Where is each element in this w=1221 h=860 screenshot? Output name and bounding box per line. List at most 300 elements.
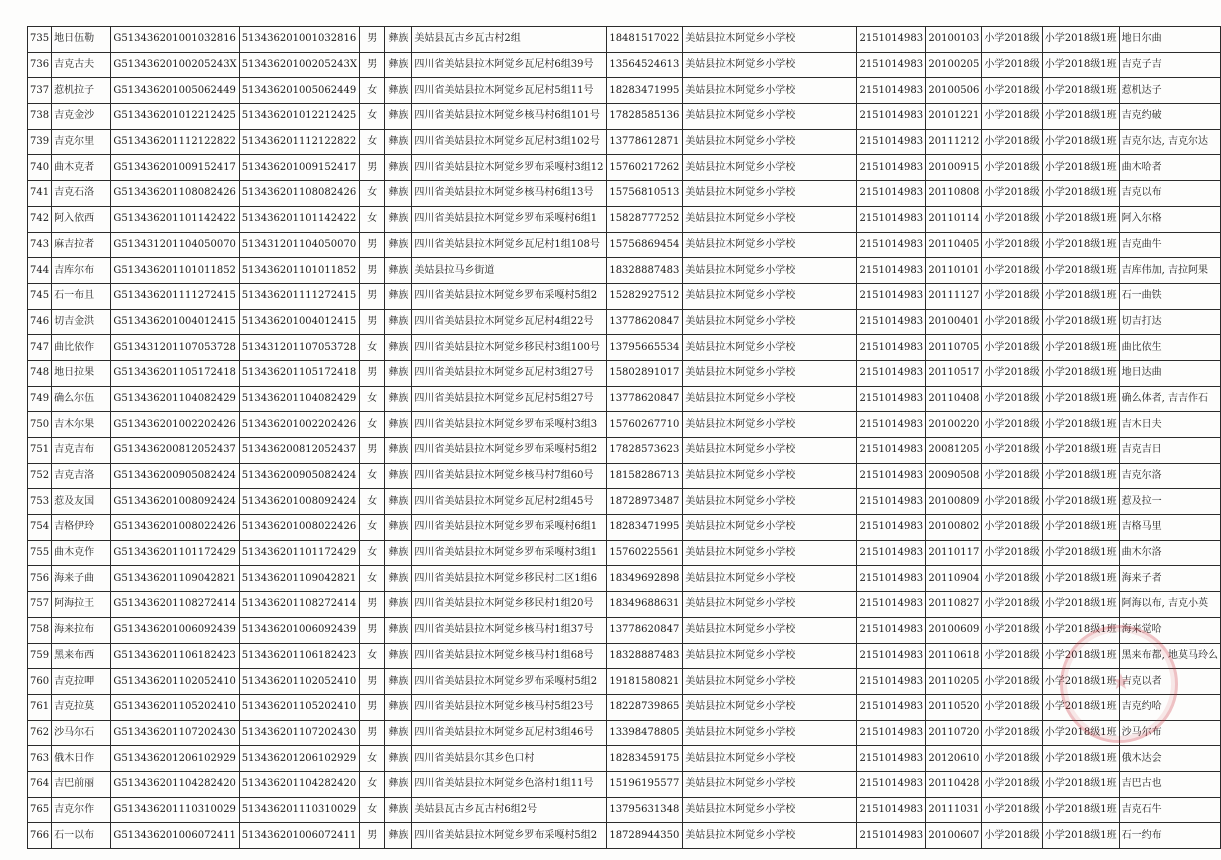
class-cell: 小学2018级1班	[1042, 643, 1119, 669]
student-number-cell: G513431201107053728	[111, 335, 239, 361]
class-cell: 小学2018级1班	[1042, 258, 1119, 284]
id-number-cell: 513436201109042821	[239, 566, 359, 592]
sex-cell: 女	[359, 129, 385, 155]
address-cell: 美姑县拉马乡街道	[412, 258, 607, 284]
birth-date-cell: 20100401	[926, 309, 982, 335]
school-cell: 美姑县拉木阿觉乡小学校	[683, 566, 857, 592]
grade-cell: 小学2018级	[982, 746, 1042, 772]
sex-cell: 男	[359, 694, 385, 720]
school-cell: 美姑县拉木阿觉乡小学校	[683, 155, 857, 181]
table-row	[28, 335, 1221, 361]
birth-date-cell: 20100103	[926, 27, 982, 53]
school-code-cell: 2151014983	[857, 129, 926, 155]
address-cell: 美姑县瓦古乡瓦古村2组	[412, 27, 607, 53]
sex-cell: 女	[359, 489, 385, 515]
birth-date-cell: 20081205	[926, 438, 982, 464]
table-row	[28, 104, 1221, 130]
school-cell: 美姑县拉木阿觉乡小学校	[683, 463, 857, 489]
table-row	[28, 771, 1221, 797]
id-number-cell: 513431201107053728	[239, 335, 359, 361]
guardian-cell: 吉巴古也	[1119, 771, 1220, 797]
guardian-cell: 黑来布都, 地莫马玲么	[1119, 643, 1220, 669]
school-code-cell: 2151014983	[857, 360, 926, 386]
student-number-cell: G513436201108272414	[111, 592, 239, 618]
school-cell: 美姑县拉木阿觉乡小学校	[683, 309, 857, 335]
ethnicity-cell: 彝族	[385, 129, 412, 155]
school-code-cell: 2151014983	[857, 104, 926, 130]
table-row	[28, 309, 1221, 335]
grade-cell: 小学2018级	[982, 438, 1042, 464]
school-cell: 美姑县拉木阿觉乡小学校	[683, 360, 857, 386]
row-number-cell: 756	[28, 566, 52, 592]
phone-cell: 15760217262	[607, 155, 683, 181]
birth-date-cell: 20100809	[926, 489, 982, 515]
class-cell: 小学2018级1班	[1042, 720, 1119, 746]
table-row	[28, 360, 1221, 386]
school-code-cell: 2151014983	[857, 823, 926, 849]
school-code-cell: 2151014983	[857, 540, 926, 566]
guardian-cell: 石一曲铁	[1119, 283, 1220, 309]
sex-cell: 男	[359, 360, 385, 386]
school-code-cell: 2151014983	[857, 771, 926, 797]
ethnicity-cell: 彝族	[385, 694, 412, 720]
class-cell: 小学2018级1班	[1042, 438, 1119, 464]
birth-date-cell: 20100220	[926, 412, 982, 438]
school-cell: 美姑县拉木阿觉乡小学校	[683, 643, 857, 669]
class-cell: 小学2018级1班	[1042, 78, 1119, 104]
address-cell: 四川省美姑县拉木阿觉乡核马村5组23号	[412, 694, 607, 720]
school-code-cell: 2151014983	[857, 27, 926, 53]
student-number-cell: G513436201112122822	[111, 129, 239, 155]
address-cell: 四川省美姑县拉木阿觉乡瓦尼村3组102号	[412, 129, 607, 155]
class-cell: 小学2018级1班	[1042, 232, 1119, 258]
phone-cell: 18481517022	[607, 27, 683, 53]
id-number-cell: 513436201008092424	[239, 489, 359, 515]
ethnicity-cell: 彝族	[385, 232, 412, 258]
phone-cell: 18283459175	[607, 746, 683, 772]
class-cell: 小学2018级1班	[1042, 129, 1119, 155]
class-cell: 小学2018级1班	[1042, 309, 1119, 335]
class-cell: 小学2018级1班	[1042, 335, 1119, 361]
student-name-cell: 惹及友国	[52, 489, 111, 515]
address-cell: 四川省美姑县拉木阿觉乡瓦尼村5组11号	[412, 78, 607, 104]
student-number-cell: G513436201004012415	[111, 309, 239, 335]
grade-cell: 小学2018级	[982, 515, 1042, 541]
id-number-cell: 513436201002202426	[239, 412, 359, 438]
birth-date-cell: 20110705	[926, 335, 982, 361]
row-number-cell: 755	[28, 540, 52, 566]
id-number-cell: 513431201104050070	[239, 232, 359, 258]
class-cell: 小学2018级1班	[1042, 155, 1119, 181]
ethnicity-cell: 彝族	[385, 720, 412, 746]
school-cell: 美姑县拉木阿觉乡小学校	[683, 746, 857, 772]
row-number-cell: 744	[28, 258, 52, 284]
address-cell: 四川省美姑县拉木阿觉乡罗布采嘎村5组2	[412, 669, 607, 695]
class-cell: 小学2018级1班	[1042, 52, 1119, 78]
roster-body	[28, 27, 1221, 849]
sex-cell: 男	[359, 258, 385, 284]
grade-cell: 小学2018级	[982, 540, 1042, 566]
row-number-cell: 751	[28, 438, 52, 464]
row-number-cell: 758	[28, 617, 52, 643]
sex-cell: 女	[359, 386, 385, 412]
guardian-cell: 吉克石牛	[1119, 797, 1220, 823]
birth-date-cell: 20110520	[926, 694, 982, 720]
school-code-cell: 2151014983	[857, 566, 926, 592]
student-number-cell: G513436201105172418	[111, 360, 239, 386]
row-number-cell: 748	[28, 360, 52, 386]
school-cell: 美姑县拉木阿觉乡小学校	[683, 771, 857, 797]
school-cell: 美姑县拉木阿觉乡小学校	[683, 386, 857, 412]
address-cell: 四川省美姑县拉木阿觉乡罗布采嘎村3组1	[412, 540, 607, 566]
student-name-cell: 俄木日作	[52, 746, 111, 772]
ethnicity-cell: 彝族	[385, 771, 412, 797]
address-cell: 四川省美姑县拉木阿觉乡罗布采嘎村3组3	[412, 412, 607, 438]
school-code-cell: 2151014983	[857, 694, 926, 720]
guardian-cell: 吉克子吉	[1119, 52, 1220, 78]
student-name-cell: 阿入依西	[52, 206, 111, 232]
address-cell: 四川省美姑县拉木阿觉乡核马村1组68号	[412, 643, 607, 669]
phone-cell: 18349692898	[607, 566, 683, 592]
birth-date-cell: 20090508	[926, 463, 982, 489]
phone-cell: 15756869454	[607, 232, 683, 258]
school-cell: 美姑县拉木阿觉乡小学校	[683, 797, 857, 823]
school-code-cell: 2151014983	[857, 489, 926, 515]
id-number-cell: 513436201104282420	[239, 771, 359, 797]
sex-cell: 女	[359, 206, 385, 232]
table-row	[28, 515, 1221, 541]
address-cell: 四川省美姑县拉木阿觉乡瓦尼村1组108号	[412, 232, 607, 258]
row-number-cell: 759	[28, 643, 52, 669]
address-cell: 四川省美姑县拉木阿觉乡罗布采嘎村5组2	[412, 283, 607, 309]
class-cell: 小学2018级1班	[1042, 566, 1119, 592]
school-cell: 美姑县拉木阿觉乡小学校	[683, 412, 857, 438]
birth-date-cell: 20120610	[926, 746, 982, 772]
phone-cell: 17828585136	[607, 104, 683, 130]
school-code-cell: 2151014983	[857, 309, 926, 335]
guardian-cell: 海来子者	[1119, 566, 1220, 592]
school-cell: 美姑县拉木阿觉乡小学校	[683, 515, 857, 541]
birth-date-cell: 20100802	[926, 515, 982, 541]
table-row	[28, 669, 1221, 695]
phone-cell: 15282927512	[607, 283, 683, 309]
student-number-cell: G513436201012212425	[111, 104, 239, 130]
student-name-cell: 吉格伊玲	[52, 515, 111, 541]
guardian-cell: 吉格马里	[1119, 515, 1220, 541]
row-number-cell: 736	[28, 52, 52, 78]
address-cell: 美姑县瓦古乡瓦古村6组2号	[412, 797, 607, 823]
student-number-cell: G513436201006092439	[111, 617, 239, 643]
table-row	[28, 232, 1221, 258]
class-cell: 小学2018级1班	[1042, 386, 1119, 412]
address-cell: 四川省美姑县拉木阿觉乡罗布采嘎村5组2	[412, 823, 607, 849]
class-cell: 小学2018级1班	[1042, 823, 1119, 849]
school-cell: 美姑县拉木阿觉乡小学校	[683, 27, 857, 53]
guardian-cell: 石一约布	[1119, 823, 1220, 849]
id-number-cell: 513436201111272415	[239, 283, 359, 309]
grade-cell: 小学2018级	[982, 155, 1042, 181]
birth-date-cell: 20100607	[926, 823, 982, 849]
ethnicity-cell: 彝族	[385, 78, 412, 104]
student-name-cell: 吉库尔布	[52, 258, 111, 284]
student-number-cell: G513436201206102929	[111, 746, 239, 772]
birth-date-cell: 20100205	[926, 52, 982, 78]
student-name-cell: 切吉金洪	[52, 309, 111, 335]
guardian-cell: 吉克以者	[1119, 669, 1220, 695]
ethnicity-cell: 彝族	[385, 617, 412, 643]
ethnicity-cell: 彝族	[385, 52, 412, 78]
address-cell: 四川省美姑县拉木阿觉乡核马村1组37号	[412, 617, 607, 643]
address-cell: 四川省美姑县拉木阿觉乡核马村7组60号	[412, 463, 607, 489]
school-cell: 美姑县拉木阿觉乡小学校	[683, 720, 857, 746]
student-name-cell: 吉克尔里	[52, 129, 111, 155]
birth-date-cell: 20110405	[926, 232, 982, 258]
row-number-cell: 738	[28, 104, 52, 130]
birth-date-cell: 20110117	[926, 540, 982, 566]
guardian-cell: 吉克曲牛	[1119, 232, 1220, 258]
id-number-cell: 513436201004012415	[239, 309, 359, 335]
birth-date-cell: 20110618	[926, 643, 982, 669]
phone-cell: 18349688631	[607, 592, 683, 618]
guardian-cell: 阿海以布, 吉克小英	[1119, 592, 1220, 618]
school-cell: 美姑县拉木阿觉乡小学校	[683, 823, 857, 849]
guardian-cell: 曲木尔洛	[1119, 540, 1220, 566]
guardian-cell: 俄木达会	[1119, 746, 1220, 772]
school-code-cell: 2151014983	[857, 592, 926, 618]
row-number-cell: 760	[28, 669, 52, 695]
sex-cell: 女	[359, 566, 385, 592]
table-row	[28, 181, 1221, 207]
student-number-cell: G513436201006072411	[111, 823, 239, 849]
sex-cell: 男	[359, 617, 385, 643]
student-number-cell: G513436201005062449	[111, 78, 239, 104]
birth-date-cell: 20110205	[926, 669, 982, 695]
class-cell: 小学2018级1班	[1042, 27, 1119, 53]
student-number-cell: G513436201111272415	[111, 283, 239, 309]
grade-cell: 小学2018级	[982, 592, 1042, 618]
student-name-cell: 吉克吉洛	[52, 463, 111, 489]
grade-cell: 小学2018级	[982, 771, 1042, 797]
sex-cell: 女	[359, 463, 385, 489]
id-number-cell: 51343620100205243X	[239, 52, 359, 78]
guardian-cell: 阿入尔格	[1119, 206, 1220, 232]
class-cell: 小学2018级1班	[1042, 694, 1119, 720]
table-row	[28, 540, 1221, 566]
table-row	[28, 489, 1221, 515]
sex-cell: 女	[359, 797, 385, 823]
student-name-cell: 黑来布西	[52, 643, 111, 669]
student-number-cell: G513436201110310029	[111, 797, 239, 823]
sex-cell: 男	[359, 52, 385, 78]
row-number-cell: 737	[28, 78, 52, 104]
school-cell: 美姑县拉木阿觉乡小学校	[683, 52, 857, 78]
birth-date-cell: 20100609	[926, 617, 982, 643]
school-cell: 美姑县拉木阿觉乡小学校	[683, 540, 857, 566]
grade-cell: 小学2018级	[982, 78, 1042, 104]
guardian-cell: 吉克约哈	[1119, 694, 1220, 720]
student-name-cell: 确么尔伍	[52, 386, 111, 412]
school-cell: 美姑县拉木阿觉乡小学校	[683, 232, 857, 258]
class-cell: 小学2018级1班	[1042, 592, 1119, 618]
grade-cell: 小学2018级	[982, 694, 1042, 720]
class-cell: 小学2018级1班	[1042, 669, 1119, 695]
school-cell: 美姑县拉木阿觉乡小学校	[683, 181, 857, 207]
school-code-cell: 2151014983	[857, 797, 926, 823]
ethnicity-cell: 彝族	[385, 206, 412, 232]
sex-cell: 女	[359, 746, 385, 772]
student-number-cell: G513436201101142422	[111, 206, 239, 232]
student-number-cell: G513436201108082426	[111, 181, 239, 207]
school-code-cell: 2151014983	[857, 258, 926, 284]
school-cell: 美姑县拉木阿觉乡小学校	[683, 78, 857, 104]
grade-cell: 小学2018级	[982, 797, 1042, 823]
phone-cell: 13778620847	[607, 386, 683, 412]
sex-cell: 女	[359, 104, 385, 130]
class-cell: 小学2018级1班	[1042, 104, 1119, 130]
student-number-cell: G513436201008092424	[111, 489, 239, 515]
sex-cell: 女	[359, 412, 385, 438]
sex-cell: 男	[359, 592, 385, 618]
student-name-cell: 惹机拉子	[52, 78, 111, 104]
school-cell: 美姑县拉木阿觉乡小学校	[683, 592, 857, 618]
row-number-cell: 741	[28, 181, 52, 207]
grade-cell: 小学2018级	[982, 309, 1042, 335]
table-row	[28, 797, 1221, 823]
address-cell: 四川省美姑县拉木阿觉乡瓦尼村2组45号	[412, 489, 607, 515]
id-number-cell: 513436201108082426	[239, 181, 359, 207]
ethnicity-cell: 彝族	[385, 258, 412, 284]
row-number-cell: 765	[28, 797, 52, 823]
birth-date-cell: 20100915	[926, 155, 982, 181]
grade-cell: 小学2018级	[982, 360, 1042, 386]
table-row	[28, 746, 1221, 772]
table-row	[28, 386, 1221, 412]
address-cell: 四川省美姑县拉木阿觉乡瓦尼村3组27号	[412, 360, 607, 386]
address-cell: 四川省美姑县拉木阿觉乡色洛村1组11号	[412, 771, 607, 797]
ethnicity-cell: 彝族	[385, 104, 412, 130]
ethnicity-cell: 彝族	[385, 309, 412, 335]
school-code-cell: 2151014983	[857, 515, 926, 541]
class-cell: 小学2018级1班	[1042, 360, 1119, 386]
student-name-cell: 吉克尔作	[52, 797, 111, 823]
sex-cell: 女	[359, 540, 385, 566]
school-cell: 美姑县拉木阿觉乡小学校	[683, 438, 857, 464]
birth-date-cell: 20100506	[926, 78, 982, 104]
birth-date-cell: 20110408	[926, 386, 982, 412]
student-name-cell: 曲比依作	[52, 335, 111, 361]
grade-cell: 小学2018级	[982, 643, 1042, 669]
id-number-cell: 513436201105172418	[239, 360, 359, 386]
student-name-cell: 吉巴前丽	[52, 771, 111, 797]
student-number-cell: G513436201001032816	[111, 27, 239, 53]
birth-date-cell: 20111031	[926, 797, 982, 823]
student-number-cell: G513436201107202430	[111, 720, 239, 746]
address-cell: 四川省美姑县拉木阿觉乡罗布采嘎村3组12	[412, 155, 607, 181]
guardian-cell: 海来觉哈	[1119, 617, 1220, 643]
id-number-cell: 513436201104082429	[239, 386, 359, 412]
birth-date-cell: 20110517	[926, 360, 982, 386]
id-number-cell: 513436201006072411	[239, 823, 359, 849]
student-name-cell: 吉克吉布	[52, 438, 111, 464]
ethnicity-cell: 彝族	[385, 643, 412, 669]
grade-cell: 小学2018级	[982, 232, 1042, 258]
student-name-cell: 吉克拉莫	[52, 694, 111, 720]
phone-cell: 17828573623	[607, 438, 683, 464]
guardian-cell: 吉克尔达, 吉克尔达	[1119, 129, 1220, 155]
table-row	[28, 463, 1221, 489]
phone-cell: 15196195577	[607, 771, 683, 797]
school-code-cell: 2151014983	[857, 78, 926, 104]
guardian-cell: 沙马尔布	[1119, 720, 1220, 746]
student-name-cell: 石一布且	[52, 283, 111, 309]
birth-date-cell: 20111127	[926, 283, 982, 309]
school-code-cell: 2151014983	[857, 412, 926, 438]
birth-date-cell: 20110101	[926, 258, 982, 284]
school-code-cell: 2151014983	[857, 335, 926, 361]
school-code-cell: 2151014983	[857, 155, 926, 181]
student-name-cell: 曲木克作	[52, 540, 111, 566]
birth-date-cell: 20110720	[926, 720, 982, 746]
ethnicity-cell: 彝族	[385, 592, 412, 618]
student-number-cell: G513431201104050070	[111, 232, 239, 258]
row-number-cell: 746	[28, 309, 52, 335]
id-number-cell: 513436201006092439	[239, 617, 359, 643]
id-number-cell: 513436201107202430	[239, 720, 359, 746]
school-cell: 美姑县拉木阿觉乡小学校	[683, 669, 857, 695]
address-cell: 四川省美姑县拉木阿觉乡移民村1组20号	[412, 592, 607, 618]
id-number-cell: 513436201105202410	[239, 694, 359, 720]
grade-cell: 小学2018级	[982, 489, 1042, 515]
ethnicity-cell: 彝族	[385, 746, 412, 772]
student-name-cell: 石一以布	[52, 823, 111, 849]
ethnicity-cell: 彝族	[385, 335, 412, 361]
id-number-cell: 513436201008022426	[239, 515, 359, 541]
birth-date-cell: 20111212	[926, 129, 982, 155]
sex-cell: 女	[359, 771, 385, 797]
ethnicity-cell: 彝族	[385, 515, 412, 541]
grade-cell: 小学2018级	[982, 104, 1042, 130]
ethnicity-cell: 彝族	[385, 155, 412, 181]
row-number-cell: 757	[28, 592, 52, 618]
student-name-cell: 吉克古夫	[52, 52, 111, 78]
sex-cell: 男	[359, 27, 385, 53]
student-name-cell: 阿海拉王	[52, 592, 111, 618]
student-number-cell: G513436201009152417	[111, 155, 239, 181]
id-number-cell: 513436201101011852	[239, 258, 359, 284]
student-name-cell: 吉克石洛	[52, 181, 111, 207]
guardian-cell: 吉克吉日	[1119, 438, 1220, 464]
sex-cell: 男	[359, 438, 385, 464]
phone-cell: 15802891017	[607, 360, 683, 386]
grade-cell: 小学2018级	[982, 283, 1042, 309]
ethnicity-cell: 彝族	[385, 283, 412, 309]
id-number-cell: 513436201108272414	[239, 592, 359, 618]
id-number-cell: 513436201112122822	[239, 129, 359, 155]
phone-cell: 13795631348	[607, 797, 683, 823]
sex-cell: 男	[359, 283, 385, 309]
student-number-cell: G513436201104082429	[111, 386, 239, 412]
class-cell: 小学2018级1班	[1042, 489, 1119, 515]
phone-cell: 15756810513	[607, 181, 683, 207]
table-row	[28, 206, 1221, 232]
student-number-cell: G513436201101011852	[111, 258, 239, 284]
id-number-cell: 513436201110310029	[239, 797, 359, 823]
grade-cell: 小学2018级	[982, 206, 1042, 232]
table-row	[28, 438, 1221, 464]
row-number-cell: 740	[28, 155, 52, 181]
birth-date-cell: 20110114	[926, 206, 982, 232]
ethnicity-cell: 彝族	[385, 669, 412, 695]
